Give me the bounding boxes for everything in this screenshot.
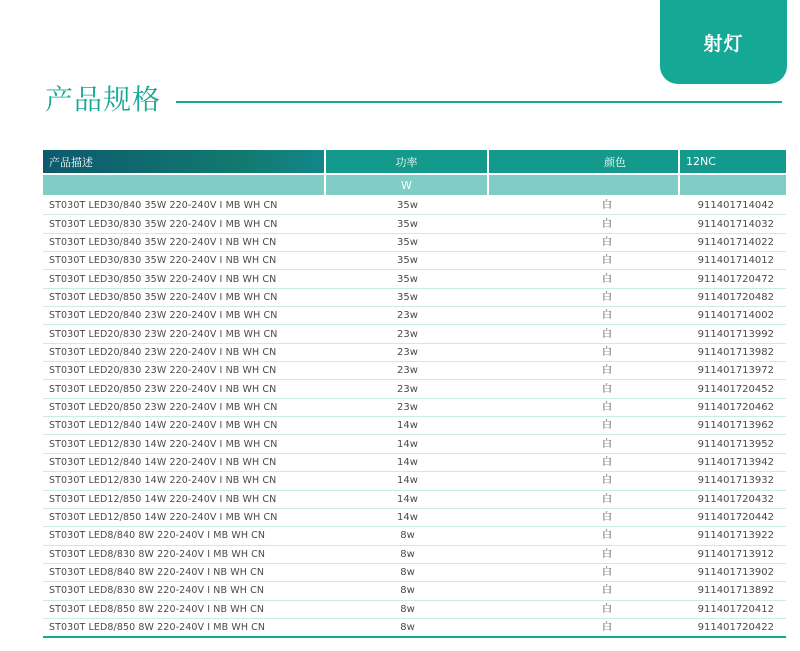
nc-code: 911401713952	[680, 435, 786, 453]
product-description: ST030T LED20/840 23W 220-240V I NB WH CN	[43, 344, 326, 362]
nc-code: 911401713902	[680, 564, 786, 582]
color-value: 白	[489, 307, 680, 325]
product-description: ST030T LED12/830 14W 220-240V I MB WH CN	[43, 435, 326, 453]
subheader-color	[489, 173, 680, 195]
power-value: 23w	[326, 344, 489, 362]
table-row	[43, 195, 786, 215]
power-value: 14w	[326, 491, 489, 509]
product-description: ST030T LED8/840 8W 220-240V I NB WH CN	[43, 564, 326, 582]
color-value: 白	[489, 215, 680, 233]
color-value: 白	[489, 399, 680, 417]
table-row	[43, 325, 786, 343]
nc-code: 911401720442	[680, 509, 786, 527]
color-value: 白	[489, 344, 680, 362]
color-value: 白	[489, 195, 680, 215]
header-power: 功率	[326, 150, 489, 173]
table-row	[43, 601, 786, 619]
table-row	[43, 215, 786, 233]
nc-code: 911401714032	[680, 215, 786, 233]
product-description: ST030T LED20/850 23W 220-240V I NB WH CN	[43, 380, 326, 398]
power-value: 23w	[326, 325, 489, 343]
table-row	[43, 270, 786, 288]
color-value: 白	[489, 509, 680, 527]
product-description: ST030T LED30/840 35W 220-240V I NB WH CN	[43, 234, 326, 252]
title-divider	[176, 101, 782, 103]
color-value: 白	[489, 601, 680, 619]
nc-code: 911401714002	[680, 307, 786, 325]
product-description: ST030T LED8/830 8W 220-240V I MB WH CN	[43, 546, 326, 564]
product-description: ST030T LED30/830 35W 220-240V I NB WH CN	[43, 252, 326, 270]
color-value: 白	[489, 270, 680, 288]
nc-code: 911401720422	[680, 619, 786, 638]
nc-code: 911401713912	[680, 546, 786, 564]
nc-code: 911401714042	[680, 195, 786, 215]
nc-code: 911401714012	[680, 252, 786, 270]
power-value: 23w	[326, 399, 489, 417]
header-description: 产品描述	[43, 150, 326, 173]
nc-code: 911401713982	[680, 344, 786, 362]
table-row	[43, 472, 786, 490]
nc-code: 911401720432	[680, 491, 786, 509]
nc-code: 911401713942	[680, 454, 786, 472]
product-description: ST030T LED20/830 23W 220-240V I NB WH CN	[43, 362, 326, 380]
table-row	[43, 344, 786, 362]
power-value: 35w	[326, 270, 489, 288]
table-row	[43, 417, 786, 435]
table-row	[43, 564, 786, 582]
table-row	[43, 546, 786, 564]
power-value: 14w	[326, 454, 489, 472]
color-value: 白	[489, 325, 680, 343]
power-value: 35w	[326, 289, 489, 307]
power-value: 23w	[326, 307, 489, 325]
table-row	[43, 307, 786, 325]
table-row	[43, 399, 786, 417]
product-description: ST030T LED12/830 14W 220-240V I NB WH CN	[43, 472, 326, 490]
nc-code: 911401713992	[680, 325, 786, 343]
power-value: 35w	[326, 234, 489, 252]
color-value: 白	[489, 564, 680, 582]
color-value: 白	[489, 491, 680, 509]
nc-code: 911401720472	[680, 270, 786, 288]
table-row	[43, 491, 786, 509]
subheader-12nc	[680, 173, 786, 195]
product-description: ST030T LED20/840 23W 220-240V I MB WH CN	[43, 307, 326, 325]
category-tab: 射灯	[660, 0, 787, 84]
power-value: 8w	[326, 527, 489, 545]
power-value: 14w	[326, 435, 489, 453]
table-row	[43, 582, 786, 600]
nc-code: 911401720462	[680, 399, 786, 417]
product-description: ST030T LED30/830 35W 220-240V I MB WH CN	[43, 215, 326, 233]
power-value: 8w	[326, 546, 489, 564]
product-description: ST030T LED20/830 23W 220-240V I MB WH CN	[43, 325, 326, 343]
table-row	[43, 234, 786, 252]
color-value: 白	[489, 619, 680, 638]
header-color: 颜色	[489, 150, 680, 173]
product-description: ST030T LED8/830 8W 220-240V I NB WH CN	[43, 582, 326, 600]
product-description: ST030T LED12/840 14W 220-240V I MB WH CN	[43, 417, 326, 435]
color-value: 白	[489, 435, 680, 453]
table-row	[43, 509, 786, 527]
subheader-power-unit: W	[326, 173, 489, 195]
product-description: ST030T LED30/850 35W 220-240V I NB WH CN	[43, 270, 326, 288]
product-description: ST030T LED30/840 35W 220-240V I MB WH CN	[43, 195, 326, 215]
table-row	[43, 454, 786, 472]
product-description: ST030T LED8/850 8W 220-240V I NB WH CN	[43, 601, 326, 619]
table-row	[43, 435, 786, 453]
header-12nc: 12NC	[680, 150, 786, 173]
power-value: 8w	[326, 564, 489, 582]
nc-code: 911401713892	[680, 582, 786, 600]
color-value: 白	[489, 362, 680, 380]
table-row	[43, 252, 786, 270]
nc-code: 911401720482	[680, 289, 786, 307]
page-title: 产品规格	[45, 83, 162, 116]
product-description: ST030T LED12/850 14W 220-240V I MB WH CN	[43, 509, 326, 527]
color-value: 白	[489, 472, 680, 490]
product-description: ST030T LED8/840 8W 220-240V I MB WH CN	[43, 527, 326, 545]
power-value: 8w	[326, 601, 489, 619]
power-value: 35w	[326, 252, 489, 270]
color-value: 白	[489, 252, 680, 270]
color-value: 白	[489, 380, 680, 398]
product-description: ST030T LED8/850 8W 220-240V I MB WH CN	[43, 619, 326, 638]
product-description: ST030T LED20/850 23W 220-240V I MB WH CN	[43, 399, 326, 417]
power-value: 35w	[326, 215, 489, 233]
power-value: 14w	[326, 509, 489, 527]
table-row	[43, 527, 786, 545]
table-row	[43, 289, 786, 307]
table-row	[43, 619, 786, 638]
product-description: ST030T LED12/840 14W 220-240V I NB WH CN	[43, 454, 326, 472]
color-value: 白	[489, 582, 680, 600]
power-value: 23w	[326, 380, 489, 398]
power-value: 23w	[326, 362, 489, 380]
nc-code: 911401713962	[680, 417, 786, 435]
power-value: 8w	[326, 582, 489, 600]
power-value: 14w	[326, 472, 489, 490]
power-value: 35w	[326, 195, 489, 215]
nc-code: 911401713922	[680, 527, 786, 545]
power-value: 8w	[326, 619, 489, 638]
color-value: 白	[489, 289, 680, 307]
nc-code: 911401720452	[680, 380, 786, 398]
table-subheader-row	[43, 173, 786, 195]
product-description: ST030T LED30/850 35W 220-240V I MB WH CN	[43, 289, 326, 307]
color-value: 白	[489, 454, 680, 472]
color-value: 白	[489, 527, 680, 545]
subheader-description	[43, 173, 326, 195]
table-row	[43, 380, 786, 398]
color-value: 白	[489, 417, 680, 435]
table-header-row	[43, 150, 786, 173]
table-row	[43, 362, 786, 380]
nc-code: 911401713932	[680, 472, 786, 490]
nc-code: 911401713972	[680, 362, 786, 380]
product-description: ST030T LED12/850 14W 220-240V I NB WH CN	[43, 491, 326, 509]
color-value: 白	[489, 234, 680, 252]
color-value: 白	[489, 546, 680, 564]
nc-code: 911401720412	[680, 601, 786, 619]
spec-table	[43, 150, 786, 638]
nc-code: 911401714022	[680, 234, 786, 252]
power-value: 14w	[326, 417, 489, 435]
